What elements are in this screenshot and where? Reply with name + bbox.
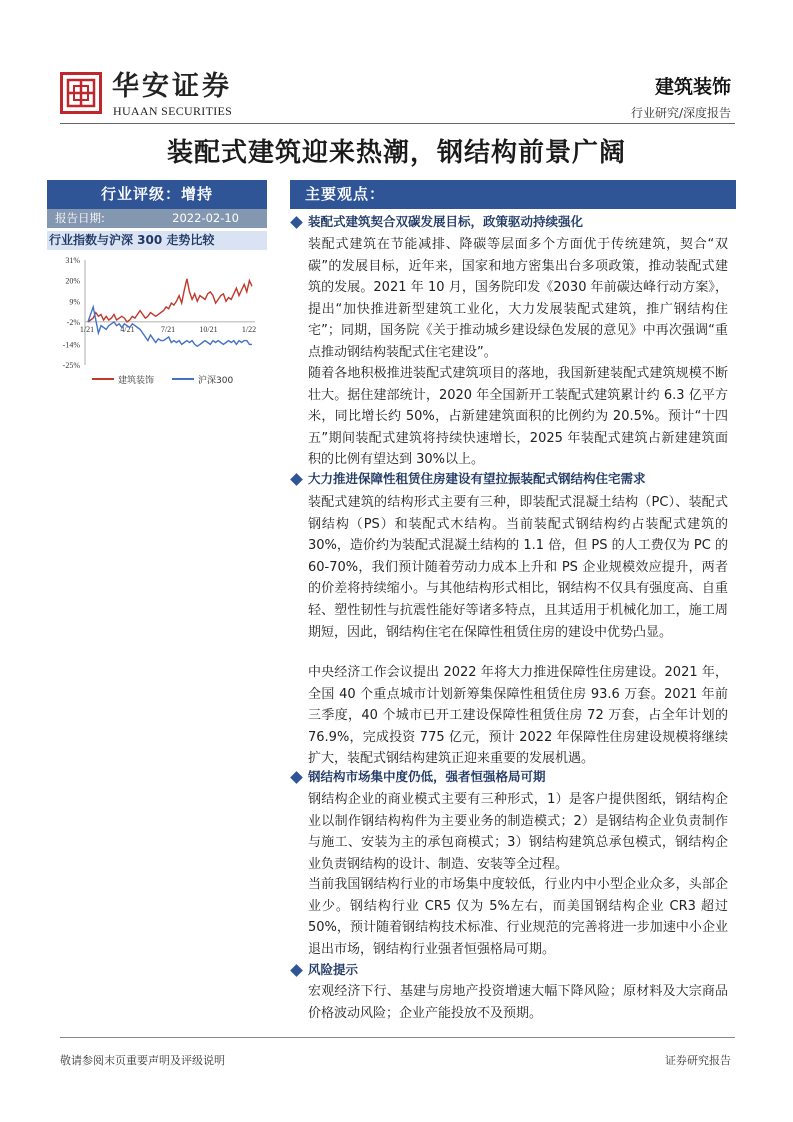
section-paragraph: 钢结构企业的商业模式主要有三种形式，1）是客户提供图纸，钢结构企业以制作钢结构构件为主要业务的制造模式；2）是钢结构企业负责制作与施工、安装为主的承包商模式；3）钢结构建筑总承包模式，钢结构企业负责钢结构的设计、制造、安装等全过程。 [308, 792, 728, 872]
section-title: 钢结构市场集中度仍低，强者恒强格局可期 [290, 767, 546, 787]
main-points-header: 主要观点： [290, 180, 736, 209]
section-paragraph: 当前我国钢结构行业的市场集中度较低，行业内中小型企业众多，头部企业少。钢结构行业 CR5 仅为 5%左右，而美国钢结构企业 CR3 超过 50%，预计随着钢结构技术标准、行业规范的完善将进一步加速中小企业退出市场，钢结构行业强者恒强格局可期。 [308, 877, 728, 957]
footer-label: 证券研究报告 [665, 1054, 731, 1067]
y-tick-label: -25% [62, 361, 80, 370]
x-tick-label: 1/21 [79, 324, 95, 334]
footer-disclaimer: 敬请参阅末页重要声明及评级说明 [60, 1054, 225, 1067]
y-tick-label: 9% [69, 297, 80, 307]
section-title: 风险提示 [290, 960, 358, 980]
legend-label: 建筑装饰 [118, 376, 155, 386]
section-paragraph: 宏观经济下行、基建与房地产投资增速大幅下降风险；原材料及大宗商品价格波动风险；企业产能投放不及预期。 [308, 984, 728, 1021]
header-divider [60, 123, 735, 124]
y-tick-label: 31% [65, 256, 80, 265]
huaan-logo-icon [60, 72, 102, 114]
report-title: 装配式建筑迎来热潮，钢结构前景广阔 [166, 138, 626, 168]
bullet-diamond-icon [290, 964, 303, 977]
x-tick-label: 4/21 [120, 324, 135, 334]
y-tick-label: -2% [66, 317, 80, 327]
series-line [88, 279, 252, 322]
section-paragraph: 随着各地积极推进装配式建筑项目的落地，我国新建装配式建筑规模不断壮大。据住建部统计，2020 年全国新开工装配式建筑累计约 6.3 亿平方米，同比增长约 50%，占新建建筑面积的比例约为 20.5%。预计“十四五”期间装配式建筑将持续快速增长，2025 年装配式建筑占新建建筑面积的比例有望达到 30%以上。 [308, 366, 728, 468]
section-paragraph: 装配式建筑在节能减排、降碳等层面多个方面优于传统建筑，契合“双碳”的发展目标，近年来，国家和地方密集出台多项政策，推动装配式建筑的发展。2021 年 10 月，国务院印发《2030 年前碳达峰行动方案》，提出“加快推进新型建筑工业化，大力发展装配式建筑，推广钢结构住宅”；同期，国务院《关于推动城乡建设绿色发展的意见》中再次强调“重点推动钢结构装配式住宅建设”。 [308, 237, 728, 360]
report-date-bar [47, 209, 267, 228]
y-tick-label: -14% [62, 340, 80, 350]
report-date-label: 报告日期: [55, 211, 105, 225]
index-comparison-chart [47, 252, 269, 392]
brand-name-cn: 华安证券 [112, 71, 232, 102]
bullet-diamond-icon [290, 216, 303, 229]
footer-divider [60, 1037, 735, 1038]
y-tick-label: 20% [65, 276, 80, 286]
section-paragraph: 装配式建筑的结构形式主要有三种，即装配式混凝土结构（PC）、装配式钢结构（PS）和装配式木结构。当前装配式钢结构约占装配式建筑的 30%，造价约为装配式混凝土结构的 1.1 倍，但 PS 的人工费仅为 PC 的 60-70%，我们预计随着劳动力成本上升和 PS 企业规模效应提升，两者的价差将持续缩小。与其他结构形式相比，钢结构不仅具有强度高、自重轻、塑性韧性与抗震性能好等诸多特点，且其适用于机械化加工，施工周期短，因此，钢结构住宅在保障性租赁住房的建设中优势凸显。 [308, 495, 728, 640]
sector-name: 建筑装饰 [654, 76, 731, 98]
x-tick-label: 7/21 [160, 324, 176, 334]
x-tick-label: 10/21 [199, 324, 218, 334]
section-title: 大力推进保障性租赁住房建设有望拉振装配式钢结构住宅需求 [290, 469, 646, 489]
legend-label: 沪深300 [198, 376, 234, 386]
x-tick-label: 1/22 [241, 324, 257, 334]
section-paragraph: 中央经济工作会议提出 2022 年将大力推进保障性住房建设。2021 年，全国 40 个重点城市计划新筹集保障性租赁住房 93.6 万套。2021 年前三季度，40 个城市已开工建设保障性租赁住房 72 万套，占全年计划的 76.9%，完成投资 775 亿元，预计 2022 年保障性住房建设规模将继续扩大，装配式钢结构建筑正迎来重要的发展机遇。 [308, 665, 728, 767]
report-date-value: 2022-02-10 [172, 211, 239, 225]
chart-title: 行业指数与沪深 300 走势比较 [47, 231, 267, 250]
bullet-diamond-icon [290, 473, 303, 486]
section-title: 装配式建筑契合双碳发展目标，政策驱动持续强化 [290, 212, 583, 232]
brand-name-en: HUAAN SECURITIES [113, 104, 233, 118]
industry-rating: 行业评级：增持 [47, 180, 267, 209]
bullet-diamond-icon [290, 771, 303, 784]
doc-type: 行业研究/深度报告 [630, 106, 731, 120]
